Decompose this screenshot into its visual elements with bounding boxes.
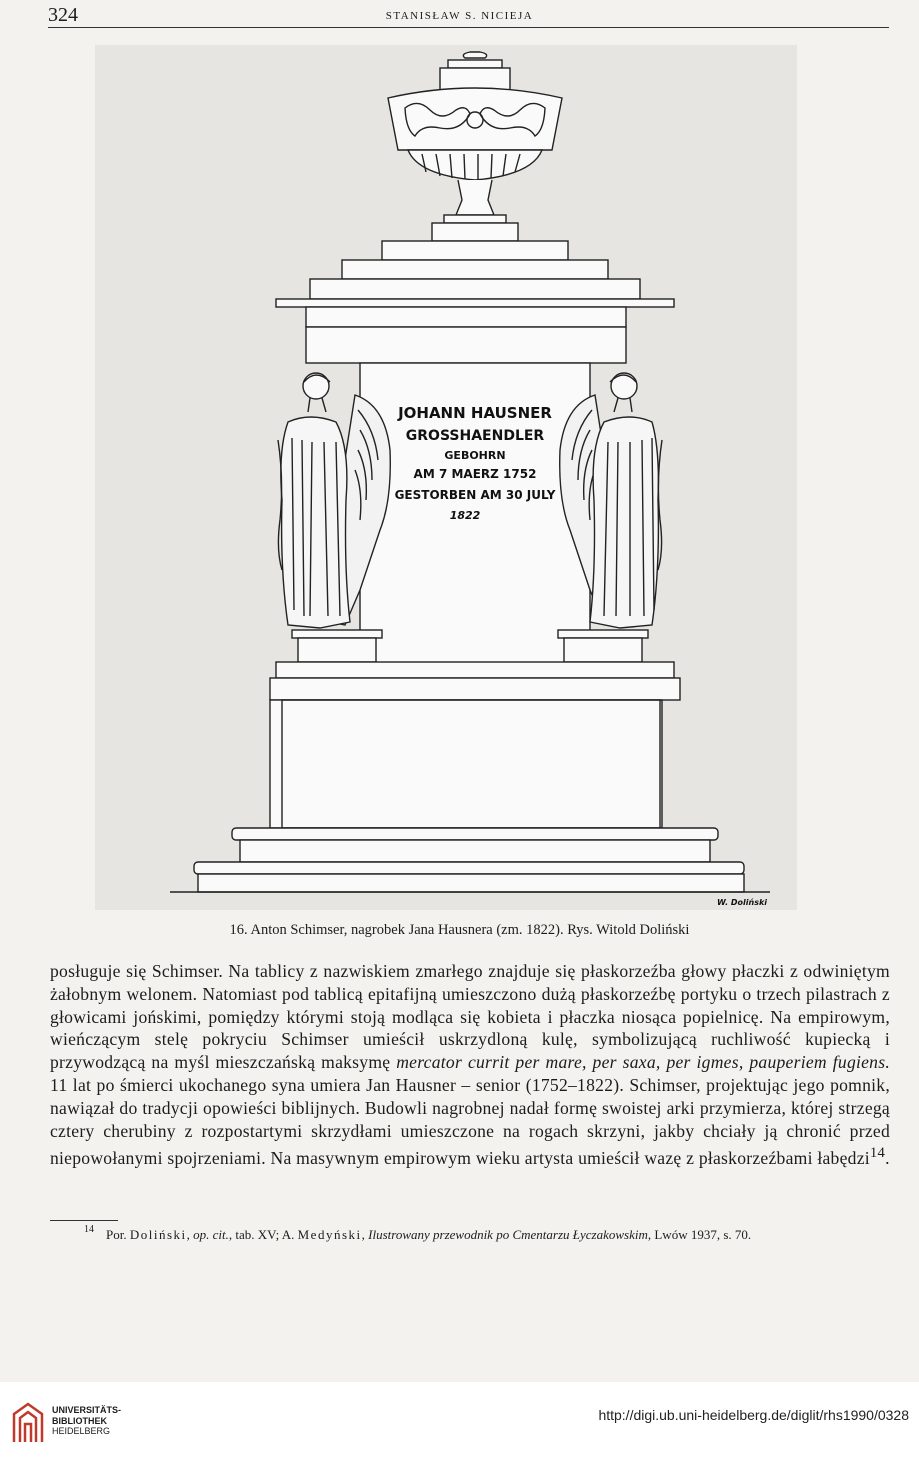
text-span: posługuje się Schimser. Na tablicy z nazwiskiem zmarłego znajduje się płaskorzeźba głowy płaczki z odwiniętym żałobnym welonem. Natomiast pod tablicą epitafijną umieszczono dużą płaskorzeźbę portyku o trzech pilastrach z głowicami jońskimi, pomiędzy którymi stoją modląca się kobieta i płaczka niosąca popielnicę. Na empirowym, wieńczącym stelę pokryciu Schimser umieścił uskrzydloną kulę, symbolizującą ruchliwość kupiecką i przywodzącą na myśl mieszczańską maksymę bbox=[50, 961, 890, 1073]
library-line: HEIDELBERG bbox=[52, 1426, 111, 1436]
library-line: UNIVERSITÄTS- bbox=[52, 1405, 122, 1415]
footnote-ref[interactable]: 14 bbox=[869, 1145, 886, 1162]
footnote-number: 14 bbox=[84, 1224, 94, 1235]
inscription-line: 1822 bbox=[449, 509, 481, 522]
latin-maxim: mercator currit per mare, per saxa, per igmes, pauperiem fugiens. bbox=[396, 1052, 890, 1073]
text-span: , Lwów 1937, s. 70. bbox=[647, 1227, 752, 1242]
artist-signature: W. Doliński bbox=[716, 898, 768, 907]
figure-caption: 16. Anton Schimser, nagrobek Jana Hausnera (zm. 1822). Rys. Witold Doliński bbox=[229, 922, 690, 938]
text-span: 11 lat po śmierci ukochanego syna umiera Jan Hausner – senior (1752–1822). Schimser, projektując jego pomnik, nawiązał do tradycji opowieści biblijnych. Budowli nagrobnej nadał formę swoistej arki przymierza, której strzegą cztery cherubiny z rozpostartymi skrzydłami umieszczone na rogach skrzyni, jakby chciały ją chronić przed niepowołanymi spojrzeniami. Na masywnym empirowym wieku artysta umieścił wazę z płaskorzeźbami łabędzi bbox=[50, 1074, 890, 1169]
tomb-drawing bbox=[160, 50, 780, 910]
inscription-line: GESTORBEN AM 30 JULY bbox=[394, 488, 556, 502]
body-paragraph bbox=[50, 960, 890, 1170]
book-title: Ilustrowany przewodnik po Cmentarzu Łyczakowskim bbox=[368, 1227, 648, 1242]
footnote: 14 Por. Doliński, op. cit., tab. XV; A. Medyński, Ilustrowany przewodnik po Cmentarzu Łyczakowskim, Lwów 1937, s. 70. bbox=[84, 1224, 752, 1242]
running-title: STANISŁAW S. NICIEJA bbox=[385, 10, 534, 22]
library-logo-icon bbox=[10, 1402, 46, 1444]
inscription-line: JOHANN HAUSNER bbox=[398, 404, 552, 422]
library-name bbox=[52, 1405, 121, 1437]
inscription-line: GEBOHRN bbox=[444, 449, 506, 462]
text-span: op. cit. bbox=[193, 1227, 229, 1242]
author-name: Medyński bbox=[297, 1227, 362, 1242]
digitization-footer bbox=[0, 1382, 919, 1459]
header-rule bbox=[48, 27, 889, 28]
text-span: . bbox=[885, 1148, 890, 1169]
author-name: Doliński bbox=[129, 1227, 187, 1242]
inscription-line: GROSSHAENDLER bbox=[405, 428, 545, 444]
text-span: , tab. XV; A. bbox=[228, 1227, 298, 1242]
inscription-line: AM 7 MAERZ 1752 bbox=[413, 467, 537, 481]
library-line: BIBLIOTHEK bbox=[52, 1415, 107, 1426]
page-number: 324 bbox=[48, 4, 78, 26]
source-url-link[interactable]: http://digi.ub.uni-heidelberg.de/diglit/rhs1990/0328 bbox=[598, 1407, 909, 1423]
text-span: Por. bbox=[106, 1227, 130, 1242]
footnote-rule bbox=[50, 1220, 118, 1221]
